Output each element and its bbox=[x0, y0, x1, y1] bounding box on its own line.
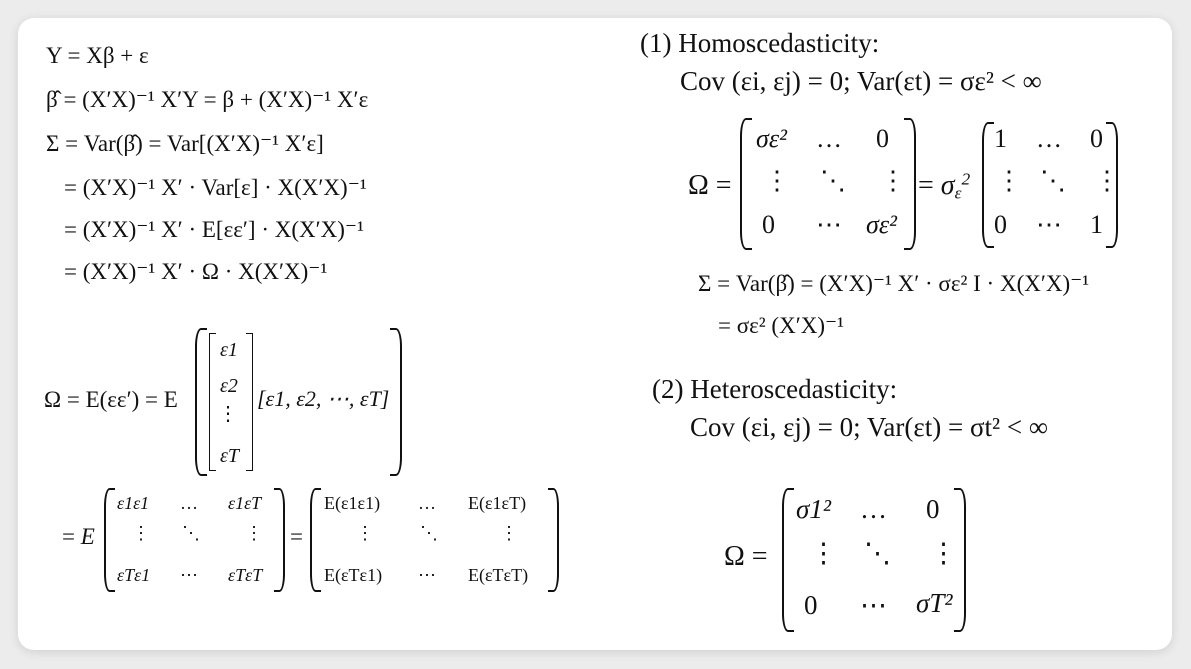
mat2-cell: E(ε1εT) bbox=[468, 493, 527, 513]
mat1-left-paren bbox=[104, 488, 115, 592]
identity-left-paren bbox=[982, 122, 994, 248]
mat1-cell: εTεT bbox=[228, 565, 263, 585]
mat1-cell: ⋮ bbox=[132, 523, 150, 543]
homoscedasticity-heading: (1) Homoscedasticity: bbox=[640, 28, 880, 58]
identity-cell: … bbox=[1036, 124, 1062, 153]
variance-step-3: = (X′X)⁻¹ X′ · Ω · X(X′X)⁻¹ bbox=[64, 259, 328, 284]
mat2-right-paren bbox=[548, 488, 559, 592]
variance-step-2: = (X′X)⁻¹ X′ · E[εε′] · X(X′X)⁻¹ bbox=[64, 217, 364, 242]
col-vector-entry: ε1 bbox=[220, 339, 238, 361]
omega-het-cell: 0 bbox=[926, 494, 940, 524]
identity-cell: ⋮ bbox=[996, 166, 1022, 195]
omega-expectation-prefix: Ω = E(εε′) = E bbox=[44, 387, 178, 412]
expectation-matrix-prefix: = E bbox=[62, 524, 95, 549]
identity-cell: ⋯ bbox=[1036, 210, 1062, 239]
omega-het-cell: 0 bbox=[804, 590, 818, 620]
omega-hom-cell: … bbox=[816, 124, 842, 153]
identity-right-paren bbox=[1106, 122, 1118, 248]
row-vector: [ε1, ε2, ⋯, εT] bbox=[257, 386, 390, 411]
mat2-cell: E(εTε1) bbox=[324, 565, 383, 585]
ols-estimator-equation: β̂ = (X′X)⁻¹ X′Y = β + (X′X)⁻¹ X′ε bbox=[46, 87, 369, 112]
sigma-homoscedastic-result: = σε² (X′X)⁻¹ bbox=[718, 313, 845, 338]
omega-het-cell: … bbox=[860, 494, 887, 524]
mat1-cell: … bbox=[180, 493, 198, 513]
omega-het-cell: ⋮ bbox=[930, 538, 957, 568]
omega-het-right-paren bbox=[954, 488, 966, 632]
mat1-cell: ⋮ bbox=[245, 523, 263, 543]
mat1-cell: ⋯ bbox=[180, 565, 198, 585]
mat2-left-paren bbox=[310, 488, 321, 592]
omega-het-cell: ⋱ bbox=[864, 538, 891, 568]
formula-card bbox=[18, 18, 1172, 650]
mat1-cell: εTε1 bbox=[117, 565, 151, 585]
mat1-cell: ε1εT bbox=[228, 493, 262, 513]
mat1-right-paren bbox=[274, 488, 285, 592]
omega-hom-cell: 0 bbox=[876, 124, 889, 153]
omega-hom-cell: ⋮ bbox=[764, 166, 790, 195]
mat2-cell: ⋯ bbox=[418, 565, 436, 585]
omega-hom-cell: ⋯ bbox=[816, 210, 842, 239]
omega-hom-cell: ⋱ bbox=[820, 166, 846, 195]
omega-hom-cell: σε² bbox=[756, 124, 787, 153]
omega-hom-cell: 0 bbox=[762, 210, 775, 239]
identity-cell: 1 bbox=[994, 124, 1007, 153]
mat2-cell: E(ε1ε1) bbox=[324, 493, 381, 513]
identity-cell: 1 bbox=[1090, 210, 1103, 239]
col-vector-entry: εT bbox=[220, 445, 240, 467]
variance-step-1: = (X′X)⁻¹ X′ · Var[ε] · X(X′X)⁻¹ bbox=[64, 175, 367, 200]
equals-sign: = bbox=[290, 524, 303, 549]
omega-hom-right-paren bbox=[904, 118, 916, 250]
mat1-cell: ε1ε1 bbox=[117, 493, 150, 513]
omega-het-cell: ⋮ bbox=[810, 538, 837, 568]
omega-het-cell: σ1² bbox=[796, 494, 831, 524]
omega-symbol-het: Ω = bbox=[724, 541, 768, 572]
mat2-cell: ⋮ bbox=[356, 523, 374, 543]
col-vector-entry: ⋮ bbox=[218, 403, 238, 425]
variance-definition-equation: Σ = Var(β̂) = Var[(X′X)⁻¹ X′ε] bbox=[46, 131, 324, 156]
col-vector-left-bracket bbox=[209, 333, 216, 471]
mat2-cell: ⋮ bbox=[500, 523, 518, 543]
heteroscedasticity-heading: (2) Heteroscedasticity: bbox=[652, 374, 898, 404]
omega-hom-left-paren bbox=[740, 118, 752, 250]
omega-het-cell: ⋯ bbox=[860, 590, 887, 620]
identity-cell: 0 bbox=[994, 210, 1007, 239]
omega-hom-cell: σε² bbox=[866, 210, 897, 239]
sigma-homoscedastic-equation: Σ = Var(β̂) = (X′X)⁻¹ X′ · σε² I · X(X′X)⁻¹ bbox=[698, 271, 1090, 296]
identity-cell: ⋮ bbox=[1094, 166, 1120, 195]
sigma-scalar: = $\sigma_\varepsilon^2$ bbox=[918, 169, 971, 203]
omega-het-cell: σT² bbox=[916, 588, 953, 618]
col-vector-entry: ε2 bbox=[220, 375, 238, 397]
omega-symbol-hom: Ω = bbox=[688, 170, 732, 201]
mat2-cell: ⋱ bbox=[420, 523, 438, 543]
homoscedasticity-condition: Cov (εi, εj) = 0; Var(εt) = σε² < ∞ bbox=[680, 66, 1042, 96]
col-vector-right-bracket bbox=[246, 333, 253, 471]
omega-hom-cell: ⋮ bbox=[880, 166, 906, 195]
regression-model-equation: Y = Xβ + ε bbox=[46, 43, 149, 68]
heteroscedasticity-condition: Cov (εi, εj) = 0; Var(εt) = σt² < ∞ bbox=[690, 412, 1049, 442]
omega-het-left-paren bbox=[782, 488, 794, 632]
omega-outer-left-paren bbox=[195, 328, 207, 476]
mat1-cell: ⋱ bbox=[182, 523, 200, 543]
identity-cell: ⋱ bbox=[1040, 166, 1066, 195]
omega-outer-right-paren bbox=[390, 328, 402, 476]
mat2-cell: … bbox=[418, 493, 436, 513]
identity-cell: 0 bbox=[1090, 124, 1103, 153]
mat2-cell: E(εTεT) bbox=[468, 565, 529, 585]
